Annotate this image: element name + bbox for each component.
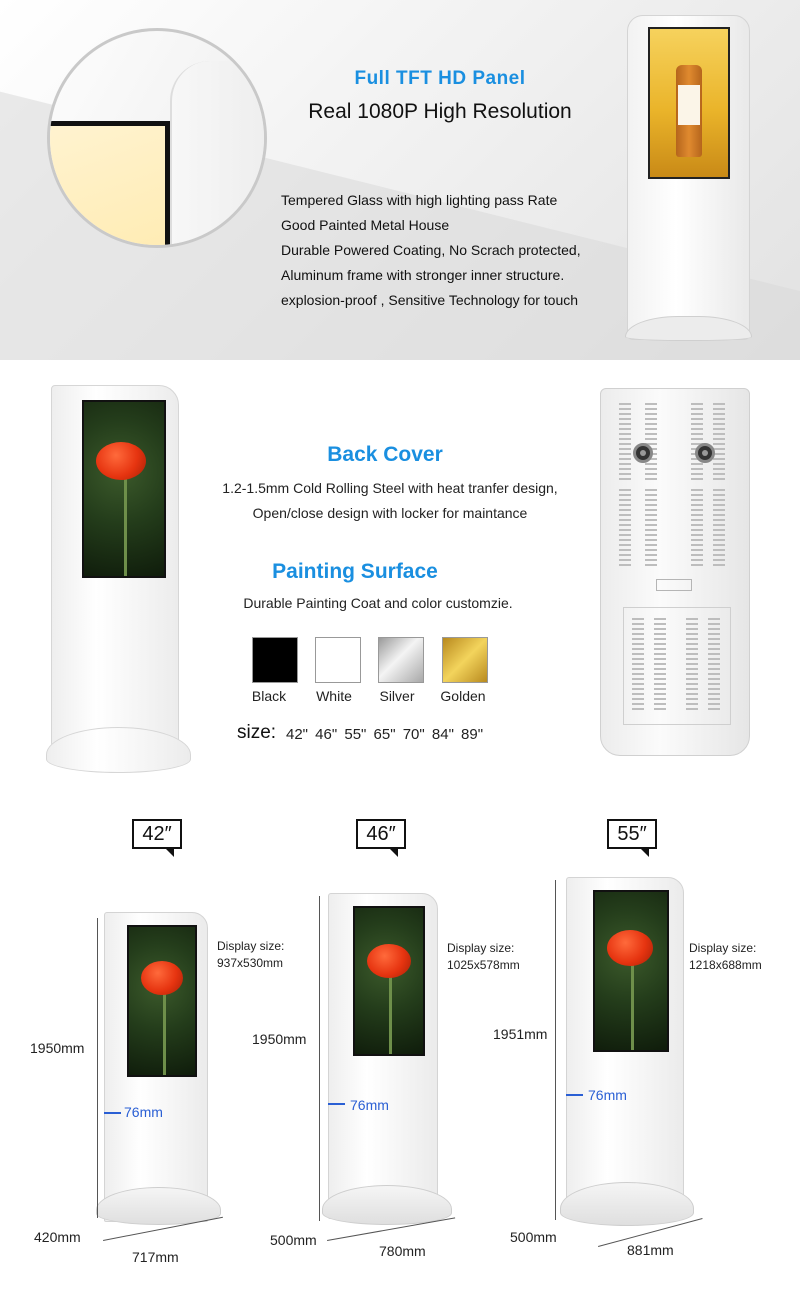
color-label: Silver [379,688,415,704]
vent-graphic [686,618,698,713]
vent-graphic [713,489,725,569]
height-dimension-line [319,896,320,1221]
bezel-dimension: 76mm [350,1097,389,1113]
feature-item: explosion-proof , Sensitive Technology for touch [281,292,579,308]
size-tag-46: 46″ [356,819,406,849]
depth-dimension: 500mm [510,1229,557,1245]
display-size-label: Display size: [689,941,757,955]
color-swatch-golden [442,637,488,683]
standee-base [96,1187,221,1225]
width-dimension: 717mm [132,1249,179,1265]
vent-graphic [645,489,657,569]
feature-list [281,188,621,313]
feature-item: Aluminum frame with stronger inner structure. [281,267,565,283]
vent-graphic [632,618,644,713]
size-title: size: [237,722,277,743]
cable-slot [656,579,692,591]
feature-item: Durable Powered Coating, No Scrach protected, [281,242,581,258]
flower-graphic [96,442,146,480]
size-tag-42: 42″ [132,819,182,849]
bezel-marker [328,1103,345,1105]
maintenance-door [623,607,731,725]
display-size-value: 1025x578mm [447,958,520,972]
back-cover-line: Open/close design with locker for maintance [252,505,528,521]
vent-graphic [691,489,703,569]
bezel-dimension: 76mm [588,1087,627,1103]
feature-item: Good Painted Metal House [281,217,450,233]
vent-graphic [654,618,666,713]
width-dimension: 881mm [627,1242,674,1258]
bezel-marker [566,1094,583,1096]
back-cover-title: Back Cover [327,443,443,466]
flower-stem [124,472,127,578]
standee-screen [127,925,197,1077]
kiosk-back-image [600,388,750,756]
vent-graphic [713,403,725,483]
kiosk-front-base [46,727,191,773]
feature-item: Tempered Glass with high lighting pass Rate [281,192,558,208]
fan-icon [695,443,715,463]
width-dimension: 780mm [379,1243,426,1259]
panel-title: Full TFT HD Panel [354,68,526,89]
vent-graphic [619,403,631,483]
standee-42 [104,912,208,1222]
kiosk-front-image [51,385,179,745]
cabinet-bevel [170,61,267,248]
standee-55 [566,877,684,1217]
display-size-label: Display size: [447,941,515,955]
height-dimension-line [555,880,556,1220]
standee-screen [353,906,425,1056]
depth-dimension: 420mm [34,1229,81,1245]
kiosk-screen [82,400,166,578]
panel-subtitle: Real 1080P High Resolution [308,100,572,123]
color-label: Golden [440,688,486,704]
height-dimension: 1950mm [252,1031,307,1047]
color-label: White [316,688,352,704]
panel-feature-section [0,0,800,360]
size-tag-55: 55″ [607,819,657,849]
height-dimension: 1950mm [30,1040,85,1056]
flower-graphic [367,944,411,978]
height-dimension: 1951mm [493,1026,548,1042]
kiosk-product-image [627,15,750,340]
panel-edge-zoom-image [47,28,267,248]
display-size-value: 937x530mm [217,956,284,970]
bezel-dimension: 76mm [124,1104,163,1120]
screen-edge [47,121,170,248]
standee-screen [593,890,669,1052]
flower-stem [163,987,166,1077]
painting-surface-title: Painting Surface [272,560,438,583]
color-label: Black [251,688,287,704]
flower-stem [389,968,392,1056]
kiosk-base [625,316,752,341]
display-size-label: Display size: [217,939,285,953]
standee-base [560,1182,694,1226]
kiosk-screen [648,27,730,179]
display-size-value: 1218x688mm [689,958,762,972]
standee-base [322,1185,452,1225]
flower-graphic [141,961,183,995]
flower-graphic [607,930,653,966]
back-cover-line: 1.2-1.5mm Cold Rolling Steel with heat tranfer design, [222,480,558,496]
depth-dimension: 500mm [270,1232,317,1248]
color-swatch-black [252,637,298,683]
bottle-label-graphic [678,85,700,125]
flower-stem [631,954,634,1052]
color-swatch-white [315,637,361,683]
vent-graphic [708,618,720,713]
size-values: 42" 46" 55" 65" 70" 84" 89" [286,726,484,743]
vent-graphic [619,489,631,569]
fan-icon [633,443,653,463]
standee-46 [328,893,438,1219]
bezel-marker [104,1112,121,1114]
painting-surface-line: Durable Painting Coat and color customzie. [243,595,513,611]
color-swatch-silver [378,637,424,683]
height-dimension-line [97,918,98,1218]
